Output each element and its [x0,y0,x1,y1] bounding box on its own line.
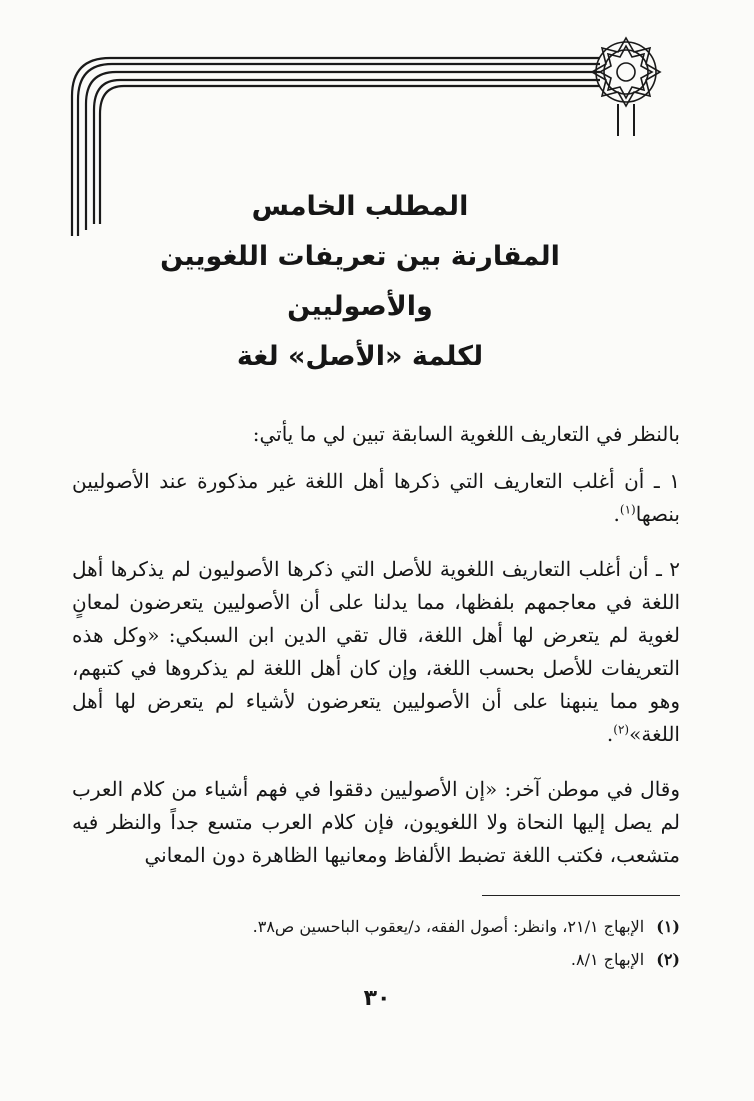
sub-title: لكلمة «الأصل» لغة [236,341,484,372]
paragraph-point-3: وقال في موطن آخر: «إن الأصوليين دققوا في فهم أشياء من كلام العرب لم يصل إليها النحاة ولا اللغويون، فإن كلام العرب متسع جداً والنظر فيه متشعب، فكتب اللغة تضبط الألفاظ ومعانيها الظاهرة دون المعاني [72,777,680,867]
paragraph-point-2: ٢ ـ أن أغلب التعاريف اللغوية للأصل التي ذكرها الأصوليون لم يذكرها أهل اللغة في معاجمهم بلفظها، مما يدلنا على أن الأصوليين يتعرضون لمعانٍ لغوية لم يتعرض لها أهل اللغة، قال تقي الدين ابن السبكي: «وكل هذه التعريفات للأصل بحسب اللغة، وإن كان أهل اللغة لم يذكروها في كتبهم، وهو مما ينبهنا على أن الأصوليين يتعرضون لأشياء لم يتعرض لها أهل اللغة»$^{(٢)}$. [72,557,680,746]
footnote-ref-1[interactable]: (١) [619,502,636,517]
section-title: المطلب الخامس [251,191,469,222]
footnote-separator [482,895,680,896]
footnote-ref-2[interactable]: (٢) [613,722,630,737]
chapter-heading [120,182,600,382]
body-text [72,418,680,872]
page-number: ٣٠ [363,986,391,1011]
intro-paragraph: بالنظر في التعاريف اللغوية السابقة تبين لي ما يأتي: [252,422,680,446]
rosette-icon [592,38,660,106]
main-title: المقارنة بين تعريفات اللغويين والأصوليين [160,241,560,322]
footnote-2: (٢)الإبهاج ٨/١. [570,950,680,969]
footnotes [72,910,680,976]
paragraph-point-1: ١ ـ أن أغلب التعاريف التي ذكرها أهل اللغة غير مذكورة عند الأصوليين بنصها$^{(١)}$. [72,469,680,526]
footnote-1: (١)الإبهاج ٢١/١، وانظر: أصول الفقه، د/يعقوب الباحسين ص٣٨. [252,917,680,936]
